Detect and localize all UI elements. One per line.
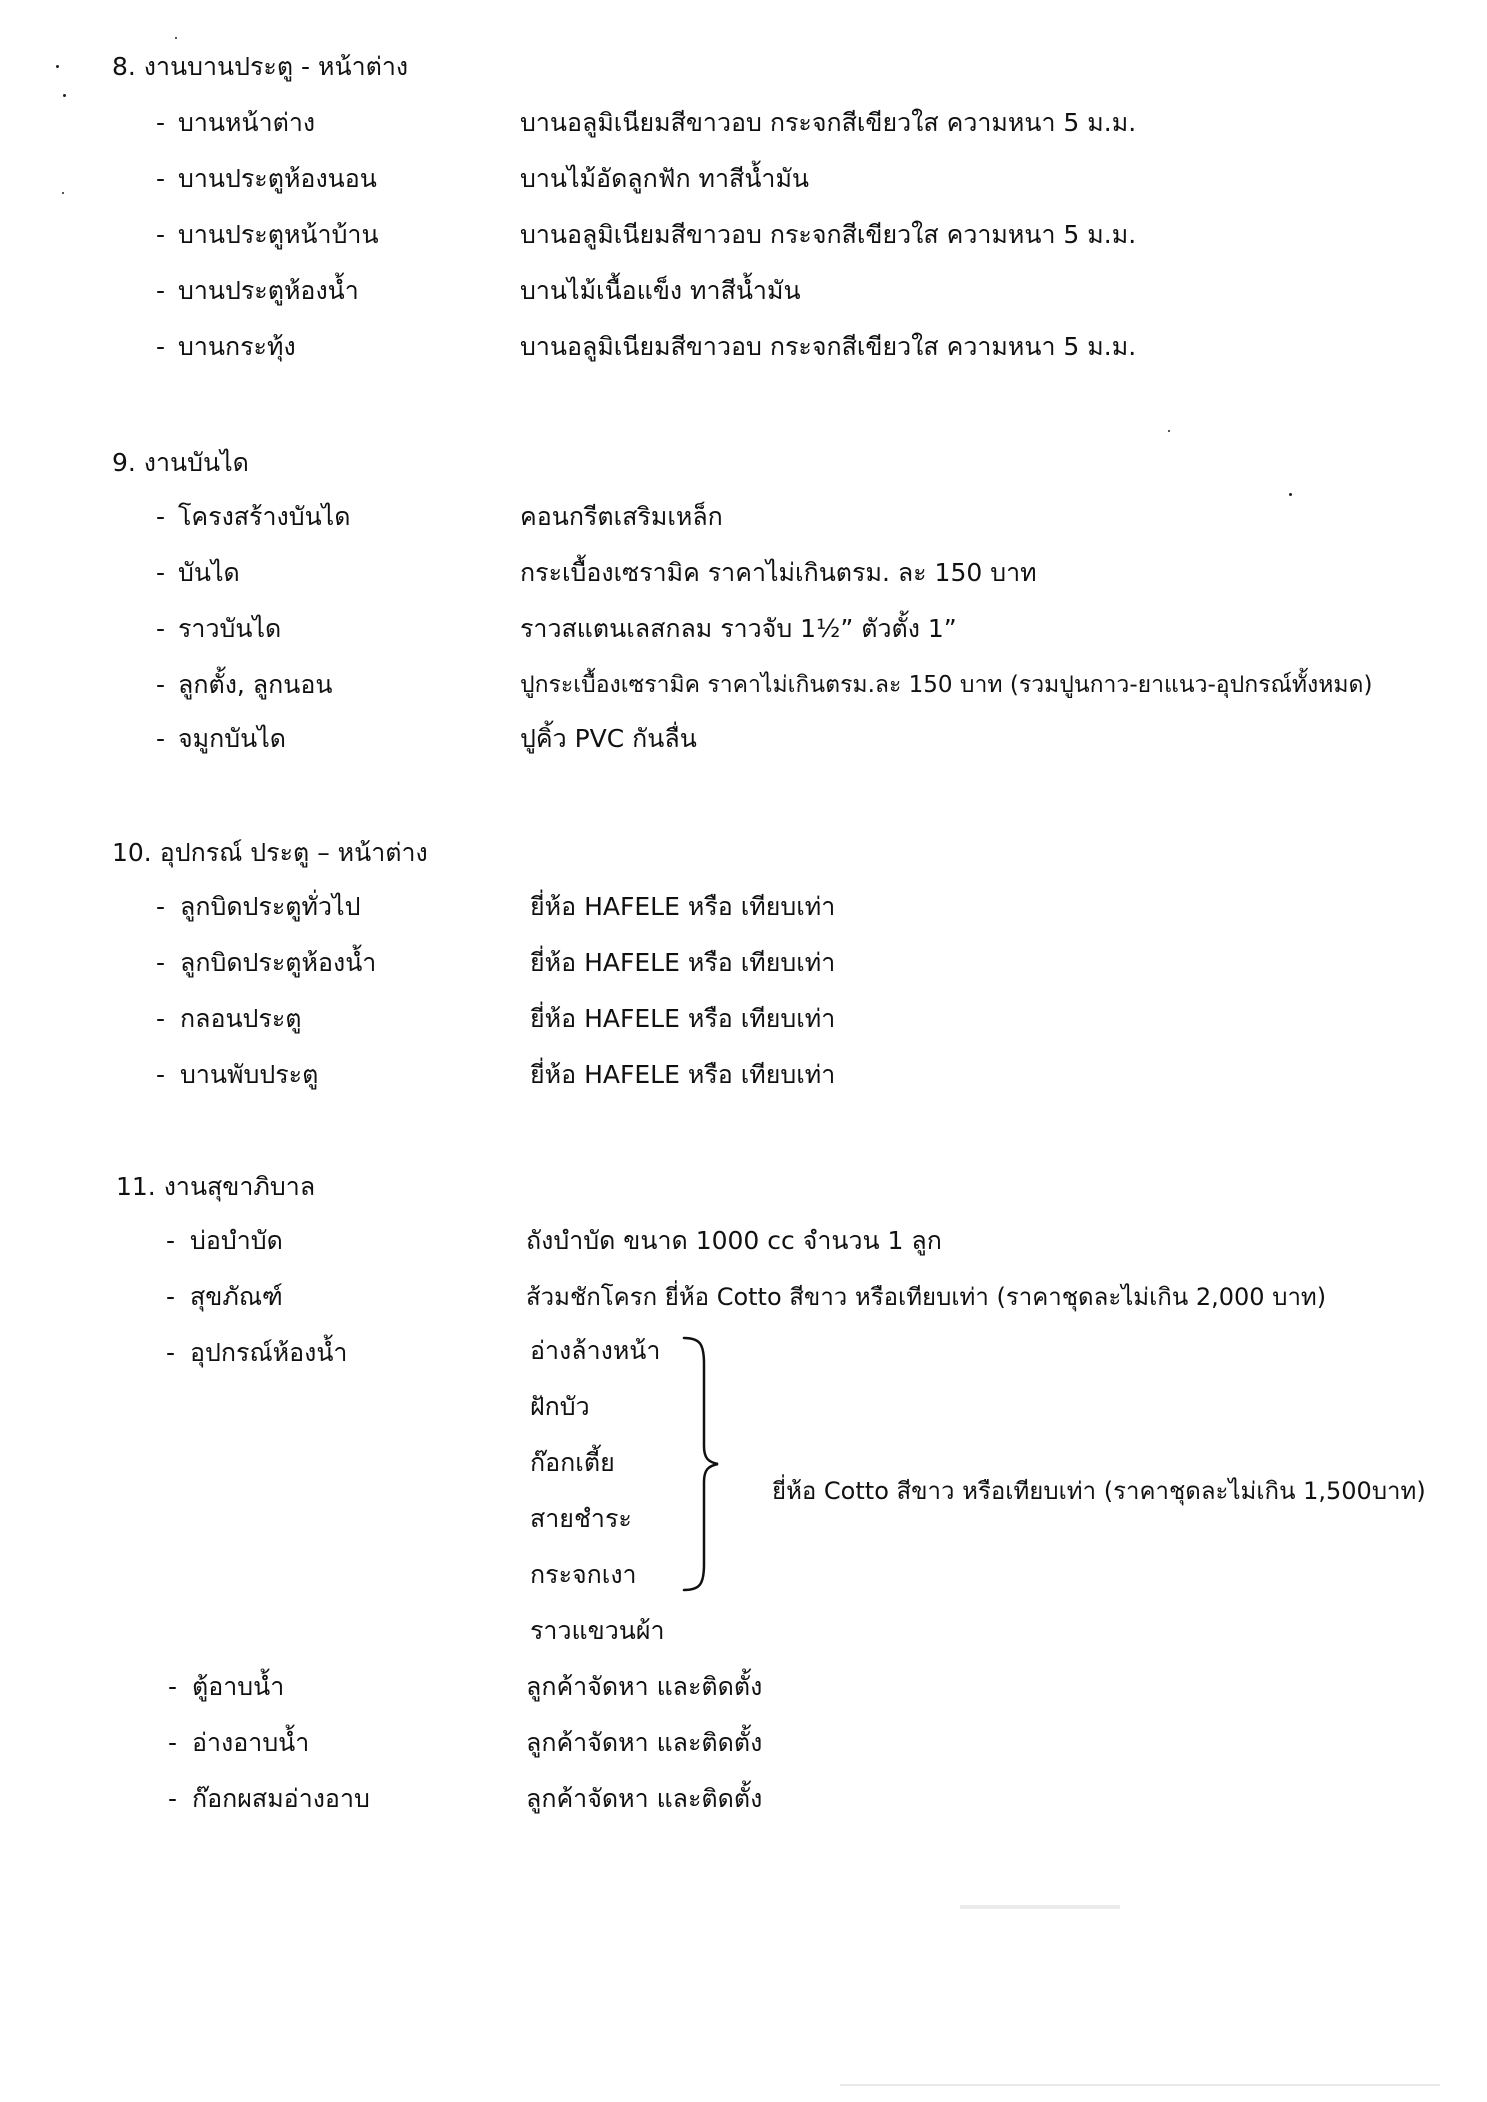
item-value: ลูกค้าจัดหา และติดตั้ง	[526, 1728, 763, 1757]
fixture-item: กระจกเงา	[530, 1560, 637, 1589]
bullet-dash: -	[156, 220, 166, 249]
item-label: บานกระทุ้ง	[178, 332, 296, 361]
fixtures-note: ยี่ห้อ Cotto สีขาว หรือเทียบเท่า (ราคาชุดละไม่เกิน 1,500บาท)	[772, 1477, 1426, 1505]
bullet-dash: -	[156, 614, 166, 643]
item-label: กลอนประตู	[180, 1004, 302, 1033]
fixture-item: สายชำระ	[530, 1504, 632, 1533]
item-value: ยี่ห้อ HAFELE หรือ เทียบเท่า	[530, 892, 836, 921]
item-label: ลูกบิดประตูห้องน้ำ	[180, 948, 377, 977]
bullet-dash: -	[168, 1784, 178, 1813]
fixture-item: ฝักบัว	[530, 1392, 590, 1421]
item-value: บานอลูมิเนียมสีขาวอบ กระจกสีเขียวใส ความหนา 5 ม.ม.	[520, 332, 1137, 361]
bullet-dash: -	[156, 108, 166, 137]
bullet-dash: -	[168, 1672, 178, 1701]
item-label: บานประตูหน้าบ้าน	[178, 220, 379, 249]
section-heading: 11. งานสุขาภิบาล	[116, 1172, 316, 1201]
bullet-dash: -	[166, 1226, 176, 1255]
bullet-dash: -	[156, 502, 166, 531]
item-label: อ่างอาบน้ำ	[192, 1728, 310, 1757]
item-value: ยี่ห้อ HAFELE หรือ เทียบเท่า	[530, 1004, 836, 1033]
item-value: คอนกรีตเสริมเหล็ก	[520, 502, 723, 531]
section-heading: 9. งานบันได	[112, 448, 249, 477]
item-value: ปูคิ้ว PVC กันลื่น	[520, 724, 697, 753]
scan-speck	[63, 94, 66, 97]
bullet-dash: -	[166, 1338, 176, 1367]
scan-speck	[175, 37, 177, 39]
item-label: บานประตูห้องน้ำ	[178, 276, 359, 305]
scan-speck	[1289, 493, 1292, 496]
item-label: ลูกตั้ง, ลูกนอน	[178, 670, 333, 699]
item-value: กระเบื้องเซรามิค ราคาไม่เกินตรม. ละ 150 บาท	[520, 558, 1037, 587]
item-value: บานไม้เนื้อแข็ง ทาสีน้ำมัน	[520, 276, 801, 305]
bullet-dash: -	[156, 670, 166, 699]
item-value: ลูกค้าจัดหา และติดตั้ง	[526, 1672, 763, 1701]
item-label: ตู้อาบน้ำ	[192, 1672, 285, 1701]
scan-mark	[840, 2084, 1440, 2086]
curly-brace	[678, 1334, 738, 1594]
item-value: ส้วมชักโครก ยี่ห้อ Cotto สีขาว หรือเทียบเท่า (ราคาชุดละไม่เกิน 2,000 บาท)	[526, 1283, 1327, 1311]
fixture-item: ก๊อกเตี้ย	[530, 1448, 615, 1477]
item-label: บานประตูห้องนอน	[178, 164, 377, 193]
item-value: ปูกระเบื้องเซรามิค ราคาไม่เกินตรม.ละ 150 บาท (รวมปูนกาว-ยาแนว-อุปกรณ์ทั้งหมด)	[520, 672, 1373, 698]
item-value: ราวสแตนเลสกลม ราวจับ 1½” ตัวตั้ง 1”	[520, 614, 957, 643]
item-label: ลูกบิดประตูทั่วไป	[180, 892, 361, 921]
bullet-dash: -	[156, 164, 166, 193]
item-label: สุขภัณฑ์	[190, 1282, 283, 1311]
item-value: ยี่ห้อ HAFELE หรือ เทียบเท่า	[530, 1060, 836, 1089]
item-label: อุปกรณ์ห้องน้ำ	[190, 1338, 348, 1367]
bullet-dash: -	[156, 1004, 166, 1033]
bullet-dash: -	[156, 948, 166, 977]
item-label: จมูกบันได	[178, 724, 287, 753]
section-heading: 8. งานบานประตู - หน้าต่าง	[112, 52, 409, 81]
item-label: บานหน้าต่าง	[178, 108, 316, 137]
bullet-dash: -	[156, 1060, 166, 1089]
item-label: บันได	[178, 558, 240, 587]
scan-speck	[62, 192, 64, 194]
bullet-dash: -	[166, 1282, 176, 1311]
item-value: บานอลูมิเนียมสีขาวอบ กระจกสีเขียวใส ความหนา 5 ม.ม.	[520, 108, 1137, 137]
item-value: บานอลูมิเนียมสีขาวอบ กระจกสีเขียวใส ความหนา 5 ม.ม.	[520, 220, 1137, 249]
item-value: ยี่ห้อ HAFELE หรือ เทียบเท่า	[530, 948, 836, 977]
item-value: ลูกค้าจัดหา และติดตั้ง	[526, 1784, 763, 1813]
scan-speck	[56, 65, 59, 68]
bullet-dash: -	[156, 276, 166, 305]
bullet-dash: -	[156, 724, 166, 753]
fixture-item: อ่างล้างหน้า	[530, 1336, 661, 1365]
item-label: บานพับประตู	[180, 1060, 319, 1089]
item-label: โครงสร้างบันได	[178, 502, 351, 531]
item-label: ราวบันได	[178, 614, 282, 643]
fixture-item: ราวแขวนผ้า	[530, 1616, 665, 1645]
bullet-dash: -	[156, 332, 166, 361]
item-value: ถังบำบัด ขนาด 1000 cc จำนวน 1 ลูก	[526, 1226, 942, 1255]
scan-speck	[1168, 430, 1170, 432]
item-value: บานไม้อัดลูกฟัก ทาสีน้ำมัน	[520, 164, 810, 193]
bullet-dash: -	[156, 892, 166, 921]
scan-mark	[960, 1905, 1120, 1909]
section-heading: 10. อุปกรณ์ ประตู – หน้าต่าง	[112, 838, 428, 867]
item-label: ก๊อกผสมอ่างอาบ	[192, 1784, 370, 1813]
bullet-dash: -	[156, 558, 166, 587]
bullet-dash: -	[168, 1728, 178, 1757]
item-label: บ่อบำบัด	[190, 1226, 283, 1255]
